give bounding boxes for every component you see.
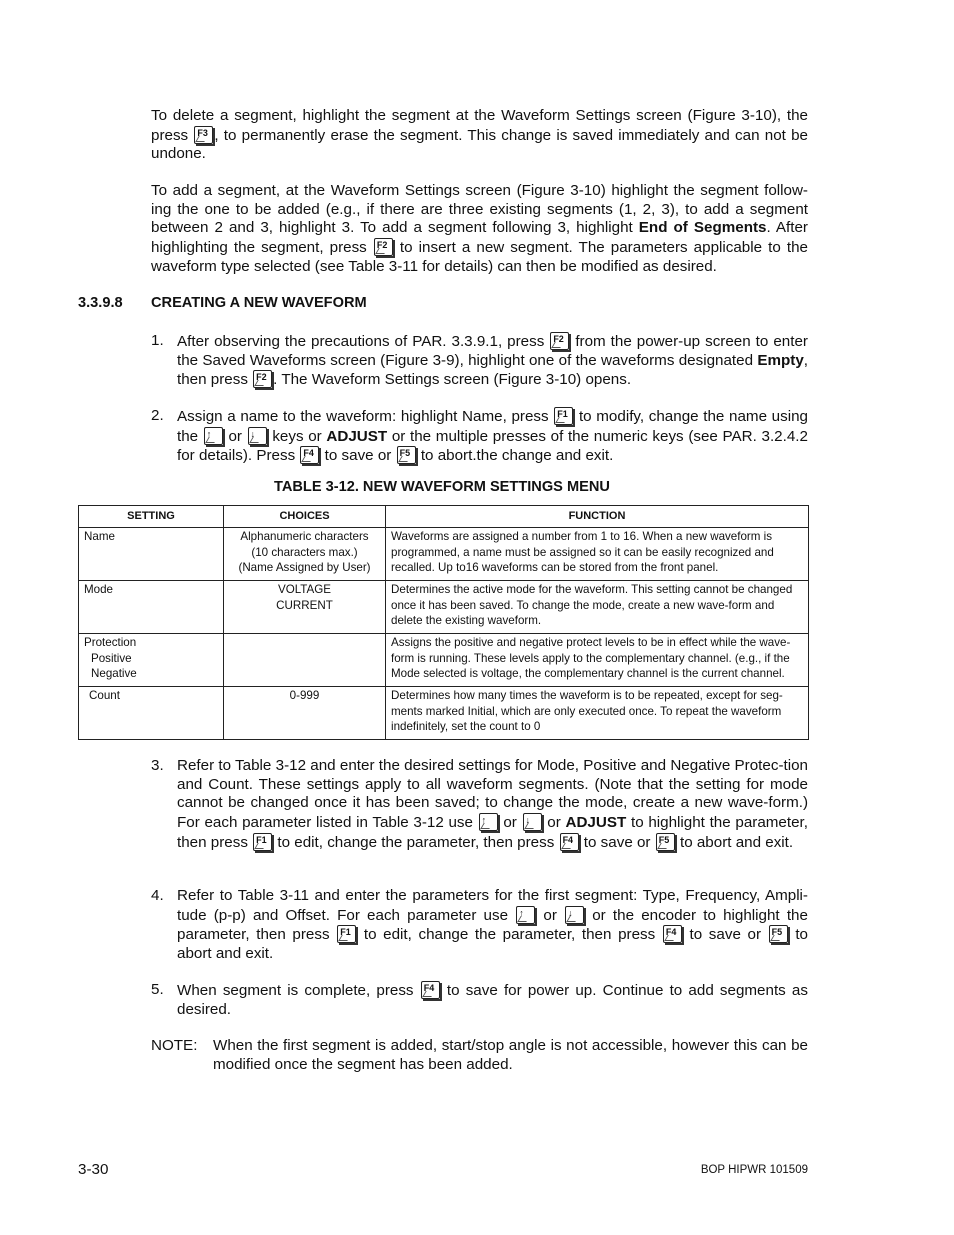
choices-cell xyxy=(224,634,386,687)
choices-cell: 0-999 xyxy=(224,687,386,740)
choices-cell: Alphanumeric characters (10 characters max.) (Name Assigned by User) xyxy=(224,528,386,581)
setting-cell: Count xyxy=(79,687,224,740)
f1-key-icon: F1 xyxy=(253,833,272,851)
f3-key-icon: F3 xyxy=(194,126,213,144)
f4-key-icon: F4 xyxy=(560,833,579,851)
column-header: FUNCTION xyxy=(386,506,809,528)
up-arrow-key-icon: ↑ xyxy=(516,906,535,924)
section-number: 3.3.9.8 xyxy=(78,295,123,311)
table-caption: TABLE 3-12. NEW WAVEFORM SETTINGS MENU xyxy=(274,479,610,495)
down-arrow-key-icon: ↓ xyxy=(248,427,267,445)
table-row xyxy=(79,634,809,687)
settings-table xyxy=(78,505,809,740)
table-row xyxy=(79,687,809,740)
add-segment-paragraph: To add a segment, at the Waveform Settings screen (Figure 3-10) highlight the segment follow-ing the one to be added (e.g., if there are three existing segments (1, 2, 3), to add a segment between 2 and 3, highlight 3. To add a segment following 3, highlight End of Segments. After highlighting the segment, press F2 to insert a new segment. The parameters applicable to the waveform type selected (see Table 3-11 for details) can then be modified as desired. xyxy=(151,182,808,275)
up-arrow-key-icon: ↑ xyxy=(479,813,498,831)
f1-key-icon: F1 xyxy=(554,407,573,425)
note-text: When the first segment is added, start/stop angle is not accessible, however this can be modified once the segment has been added. xyxy=(213,1037,808,1073)
f5-key-icon: F5 xyxy=(397,446,416,464)
function-cell: Assigns the positive and negative protect levels to be in effect while the wave-form is running. These levels apply to the complementary channel. (e.g., if the Mode selected is voltage, the complementary channel is the current channel. xyxy=(386,634,809,687)
down-arrow-key-icon: ↓ xyxy=(565,906,584,924)
column-header: CHOICES xyxy=(224,506,386,528)
f1-key-icon: F1 xyxy=(337,925,356,943)
f2-key-icon: F2 xyxy=(253,370,272,388)
choices-cell: VOLTAGE CURRENT xyxy=(224,581,386,634)
setting-cell: Protection Positive Negative xyxy=(79,634,224,687)
f4-key-icon: F4 xyxy=(300,446,319,464)
f5-key-icon: F5 xyxy=(769,925,788,943)
up-arrow-key-icon: ↑ xyxy=(204,427,223,445)
table-row xyxy=(79,528,809,581)
delete-segment-paragraph: To delete a segment, highlight the segment at the Waveform Settings screen (Figure 3-10), the press F3 , to permanently erase the segment. This change is saved immediately and can not be undone. xyxy=(151,107,808,163)
table-header-row xyxy=(79,506,809,528)
setting-cell: Name xyxy=(79,528,224,581)
section-title: CREATING A NEW WAVEFORM xyxy=(151,295,367,311)
f4-key-icon: F4 xyxy=(421,981,440,999)
function-cell: Determines the active mode for the waveform. This setting cannot be changed once it has been saved. To change the mode, create a new wave-form and delete the existing waveform. xyxy=(386,581,809,634)
f5-key-icon: F5 xyxy=(656,833,675,851)
down-arrow-key-icon: ↓ xyxy=(523,813,542,831)
page-number: 3-30 xyxy=(78,1161,109,1178)
document-id: BOP HIPWR 101509 xyxy=(700,1164,808,1176)
function-cell: Determines how many times the waveform is to be repeated, except for seg-ments marked Initial, which are only executed once. To repeat the waveform indefinitely, set the count to 0 xyxy=(386,687,809,740)
note-label: NOTE: xyxy=(151,1037,198,1054)
f2-key-icon: F2 xyxy=(550,332,569,350)
f4-key-icon: F4 xyxy=(663,925,682,943)
table-row xyxy=(79,581,809,634)
function-cell: Waveforms are assigned a number from 1 to 16. When a new waveform is programmed, a name must be assigned so it can be easily recognized and recalled. Up to16 waveforms can be stored from the front panel. xyxy=(386,528,809,581)
f2-key-icon: F2 xyxy=(374,238,393,256)
setting-cell: Mode xyxy=(79,581,224,634)
column-header: SETTING xyxy=(79,506,224,528)
